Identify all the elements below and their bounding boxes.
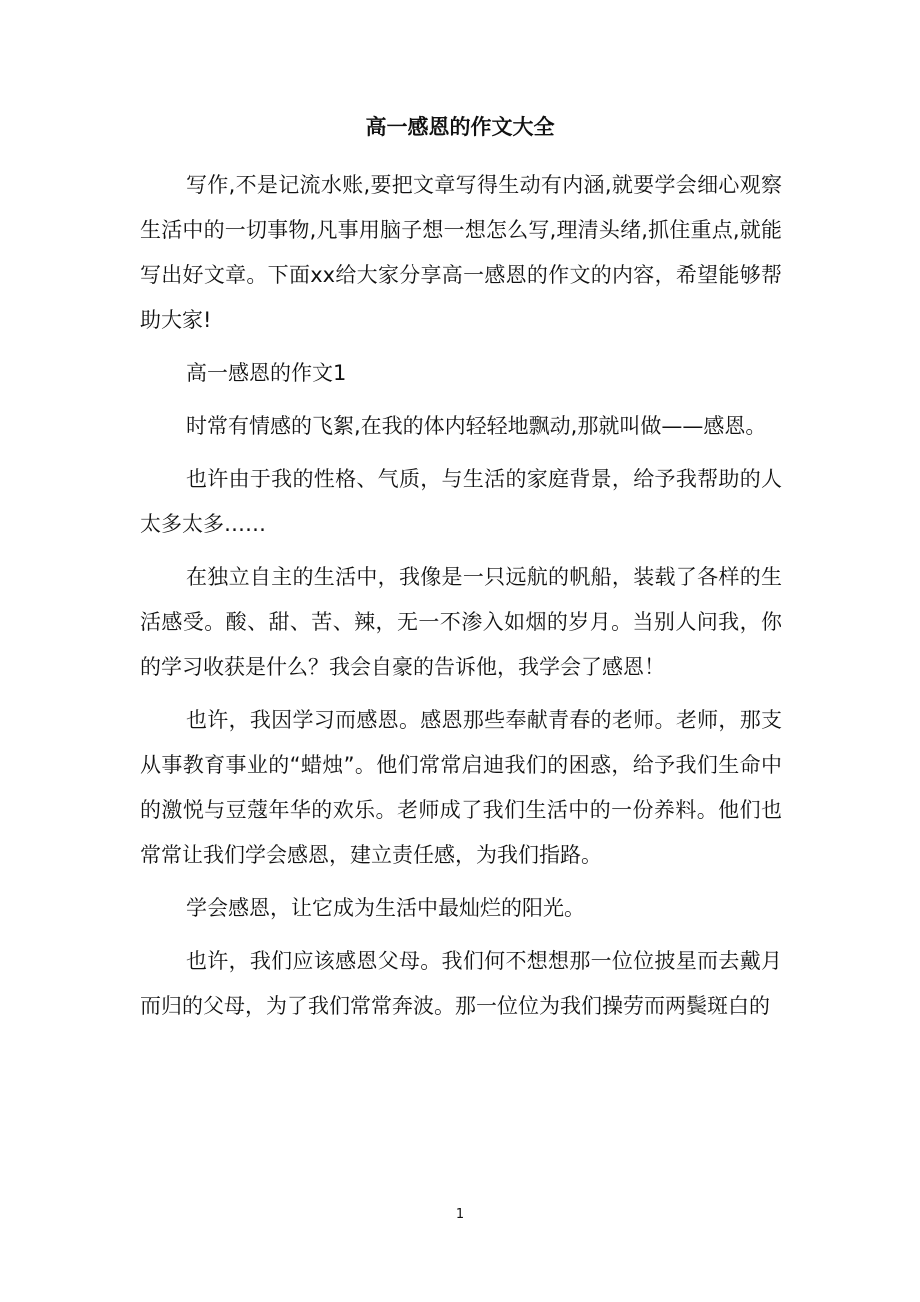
paragraph: 学会感恩，让它成为生活中最灿烂的阳光。: [186, 896, 585, 920]
document-body: [140, 163, 782, 1037]
paragraph: 时常有情感的飞絮,在我的体内轻轻地飘动,那就叫做——感恩。: [186, 414, 767, 438]
document-title: 高一感恩的作文大全: [365, 115, 555, 139]
page-number: 1: [455, 1207, 465, 1222]
paragraph-intro: 写作,不是记流水账,要把文章写得生动有内涵,就要学会细心观察生活中的一切事物,凡事用脑子想一想怎么写,理清头绪,抓住重点,就能写出好文章。下面xx给大家分享高一感恩的作文的内容，希望能够帮助大家!: [140, 173, 782, 332]
paragraph: 也许，我们应该感恩父母。我们何不想想那一位位披星而去戴月而归的父母，为了我们常常奔波。那一位位为我们操劳而两鬓斑白的: [140, 949, 782, 1018]
paragraph: 也许由于我的性格、气质，与生活的家庭背景，给予我帮助的人太多太多……: [140, 467, 782, 536]
paragraph: 也许，我因学习而感恩。感恩那些奉献青春的老师。老师，那支从事教育事业的“蜡烛”。他们常常启迪我们的困惑，给予我们生命中的激悦与豆蔻年华的欢乐。老师成了我们生活中的一份养料。他们也常常让我们学会感恩，建立责任感，为我们指路。: [140, 708, 782, 867]
section-heading: 高一感恩的作文1: [186, 361, 347, 385]
paragraph: 在独立自主的生活中，我像是一只远航的帆船，装载了各样的生活感受。酸、甜、苦、辣，无一不渗入如烟的岁月。当别人问我，你的学习收获是什么？我会自豪的告诉他，我学会了感恩！: [140, 565, 782, 679]
